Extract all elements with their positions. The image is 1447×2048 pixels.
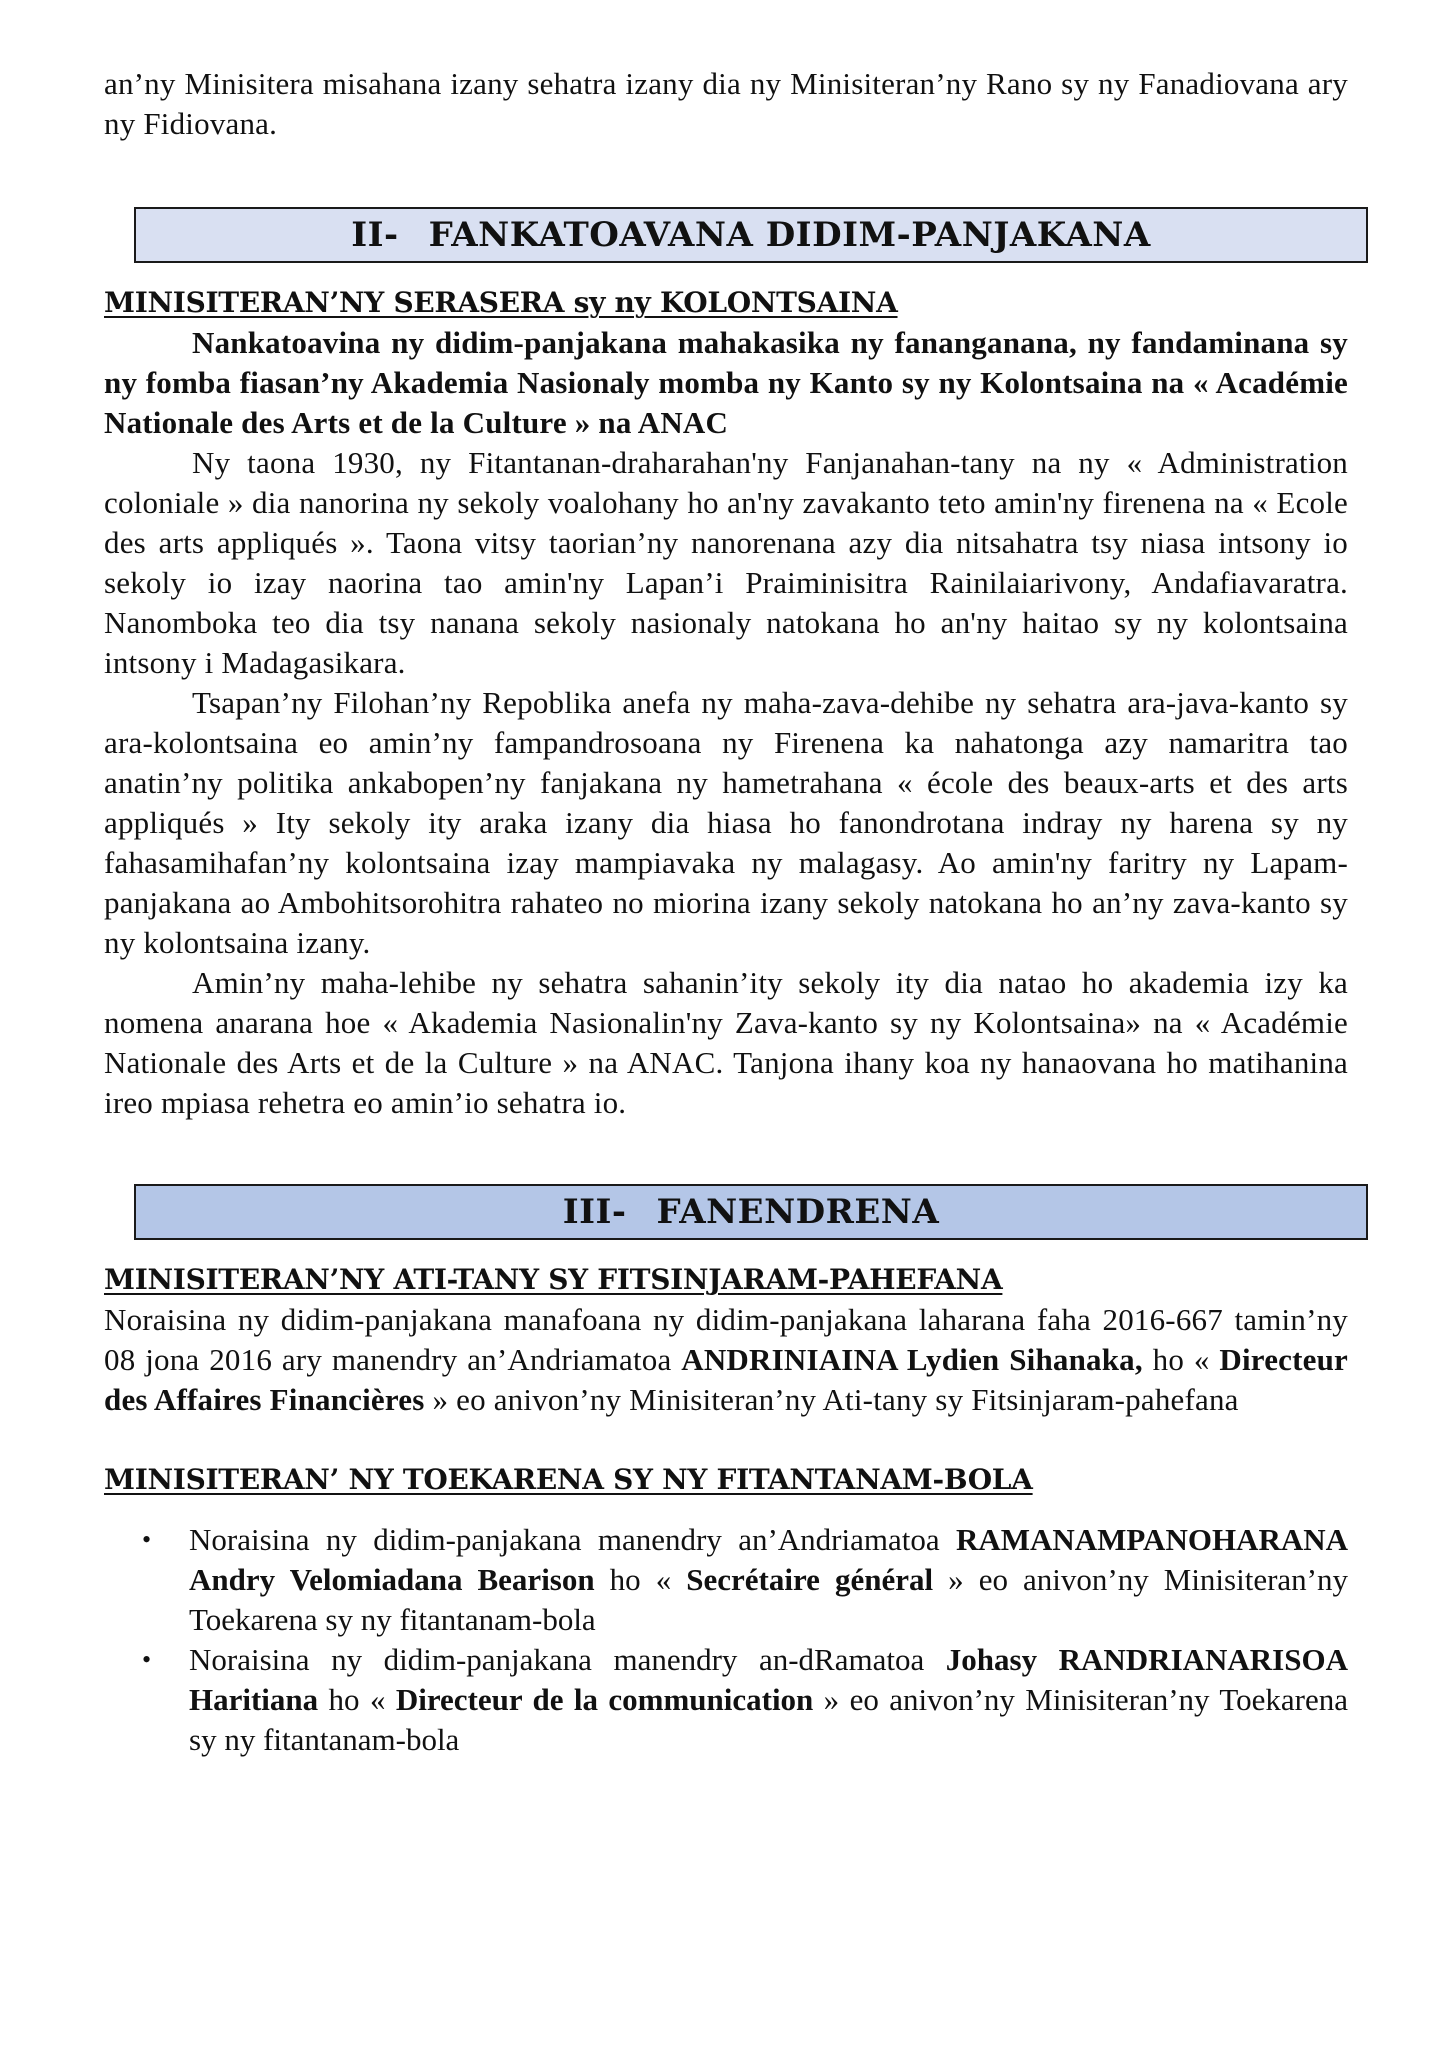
list-item xyxy=(104,1640,1348,1760)
ministry-serasera-heading: MINISITERAN’NY SERASERA sy ny KOLONTSAINA xyxy=(104,286,898,319)
section-ii-paragraph-1: Ny taona 1930, ny Fitantanan-draharahan'ny Fanjanahan-tany na ny « Administration coloniale » dia nanorina ny sekoly voalohany ho an'ny zavakanto teto amin'ny firenena na « Ecole des arts appliqués ». Taona vitsy taorian’ny nanorenana azy dia nitsahatra tsy niasa intsony io sekoly io izay naorina tao amin'ny Lapan’i Praiminisitra Rainilaiarivony, Andafiavaratra. Nanomboka teo dia tsy nanana sekoly nasionaly natokana ho an'ny haitao sy ny kolontsaina intsony i Madagasikara. xyxy=(104,445,1348,680)
section-ii-paragraph-2: Tsapan’ny Filohan’ny Repoblika anefa ny maha-zava-dehibe ny sehatra ara-java-kanto sy ara-kolontsaina eo amin’ny fampandrosoana ny Firenena ka nahatonga azy namaritra tao anatin’ny politika ankabopen’ny fanjakana ny hametrahana « école des beaux-arts et des arts appliqués » Ity sekoly ity araka izany dia hiasa ho fanondrotana indray ny harena sy ny fahasamihafan’ny kolontsaina izay mampiavaka ny malagasy. Ao amin'ny faritry ny Lapam-panjakana ao Ambohitsorohitra rahateo no miorina izany sekoly natokana ho an’ny zava-kanto sy ny kolontsaina izany. xyxy=(104,685,1348,960)
list-item xyxy=(104,1520,1348,1640)
atitany-appointee-role: Directeur des Affaires Financières xyxy=(104,1342,1348,1417)
intro-paragraph: an’ny Minisitera misahana izany sehatra izany dia ny Minisiteran’ny Rano sy ny Fanadiovana ary ny Fidiovana. xyxy=(104,66,1348,141)
ministry-toekarena-heading: MINISITERAN’ NY TOEKARENA SY NY FITANTANAM-BOLA xyxy=(104,1463,1033,1496)
section-iii-title: FANENDRENA xyxy=(656,1192,940,1232)
appointee-role: Secrétaire général xyxy=(686,1562,934,1597)
appointment-text-after: » eo anivon’ny Minisiteran’ny Toekarena sy ny fitantanam-bola xyxy=(189,1682,1348,1757)
appointee-name: RAMANAMPANOHARANA Andry Velomiadana Bearison xyxy=(189,1522,1348,1597)
document-page xyxy=(104,64,1348,1760)
bullet-icon: • xyxy=(142,1645,152,1674)
decree-summary-lead: Nankatoavina ny didim-panjakana mahakasika ny fananganana, ny fandaminana sy ny fomba fiasan’ny Akademia Nasionaly momba ny Kanto sy ny Kolontsaina na « Académie Nationale des Arts et de la Culture » na ANAC xyxy=(104,325,1348,440)
atitany-text-before: Noraisina ny didim-panjakana manafoana ny didim-panjakana laharana faha 2016-667 tamin’ny 08 jona 2016 ary manendry an’Andriamatoa xyxy=(104,1302,1348,1377)
section-ii-paragraph-3: Amin’ny maha-lehibe ny sehatra sahanin’ity sekoly ity dia natao ho akademia izy ka nomena anarana hoe « Akademia Nasionalin'ny Zava-kanto sy ny Kolontsaina» na « Académie Nationale des Arts et de la Culture » na ANAC. Tanjona ihany koa ny hanaovana ho matihanina ireo mpiasa rehetra eo amin’io sehatra io. xyxy=(104,965,1348,1120)
appointee-name: Johasy RANDRIANARISOA Haritiana xyxy=(189,1642,1348,1717)
section-iii-number: III- xyxy=(562,1192,627,1232)
appointment-text-after: » eo anivon’ny Minisiteran’ny Toekarena sy ny fitantanam-bola xyxy=(189,1562,1348,1637)
section-ii-number: II- xyxy=(351,215,399,255)
section-ii-title: FANKATOAVANA DIDIM-PANJAKANA xyxy=(428,215,1151,255)
appointment-text-mid: ho « xyxy=(594,1562,687,1597)
atitany-text-mid: ho « xyxy=(1142,1342,1220,1377)
atitany-appointee-name: ANDRINIAINA Lydien Sihanaka, xyxy=(681,1342,1143,1377)
ministry-atitany-heading: MINISITERAN’NY ATI-TANY SY FITSINJARAM-PAHEFANA xyxy=(104,1263,1003,1296)
section-ii-header xyxy=(134,207,1368,263)
appointment-text-before: Noraisina ny didim-panjakana manendry an-dRamatoa xyxy=(189,1642,946,1677)
bullet-icon: • xyxy=(142,1525,152,1554)
atitany-appointment-paragraph xyxy=(104,1300,1348,1420)
toekarena-appointments-list xyxy=(104,1520,1348,1760)
atitany-text-after: » eo anivon’ny Minisiteran’ny Ati-tany sy Fitsinjaram-pahefana xyxy=(424,1382,1239,1417)
appointee-role: Directeur de la communication xyxy=(395,1682,814,1717)
section-iii-header xyxy=(134,1184,1368,1240)
appointment-text-before: Noraisina ny didim-panjakana manendry an’Andriamatoa xyxy=(189,1522,956,1557)
appointment-text-mid: ho « xyxy=(318,1682,396,1717)
